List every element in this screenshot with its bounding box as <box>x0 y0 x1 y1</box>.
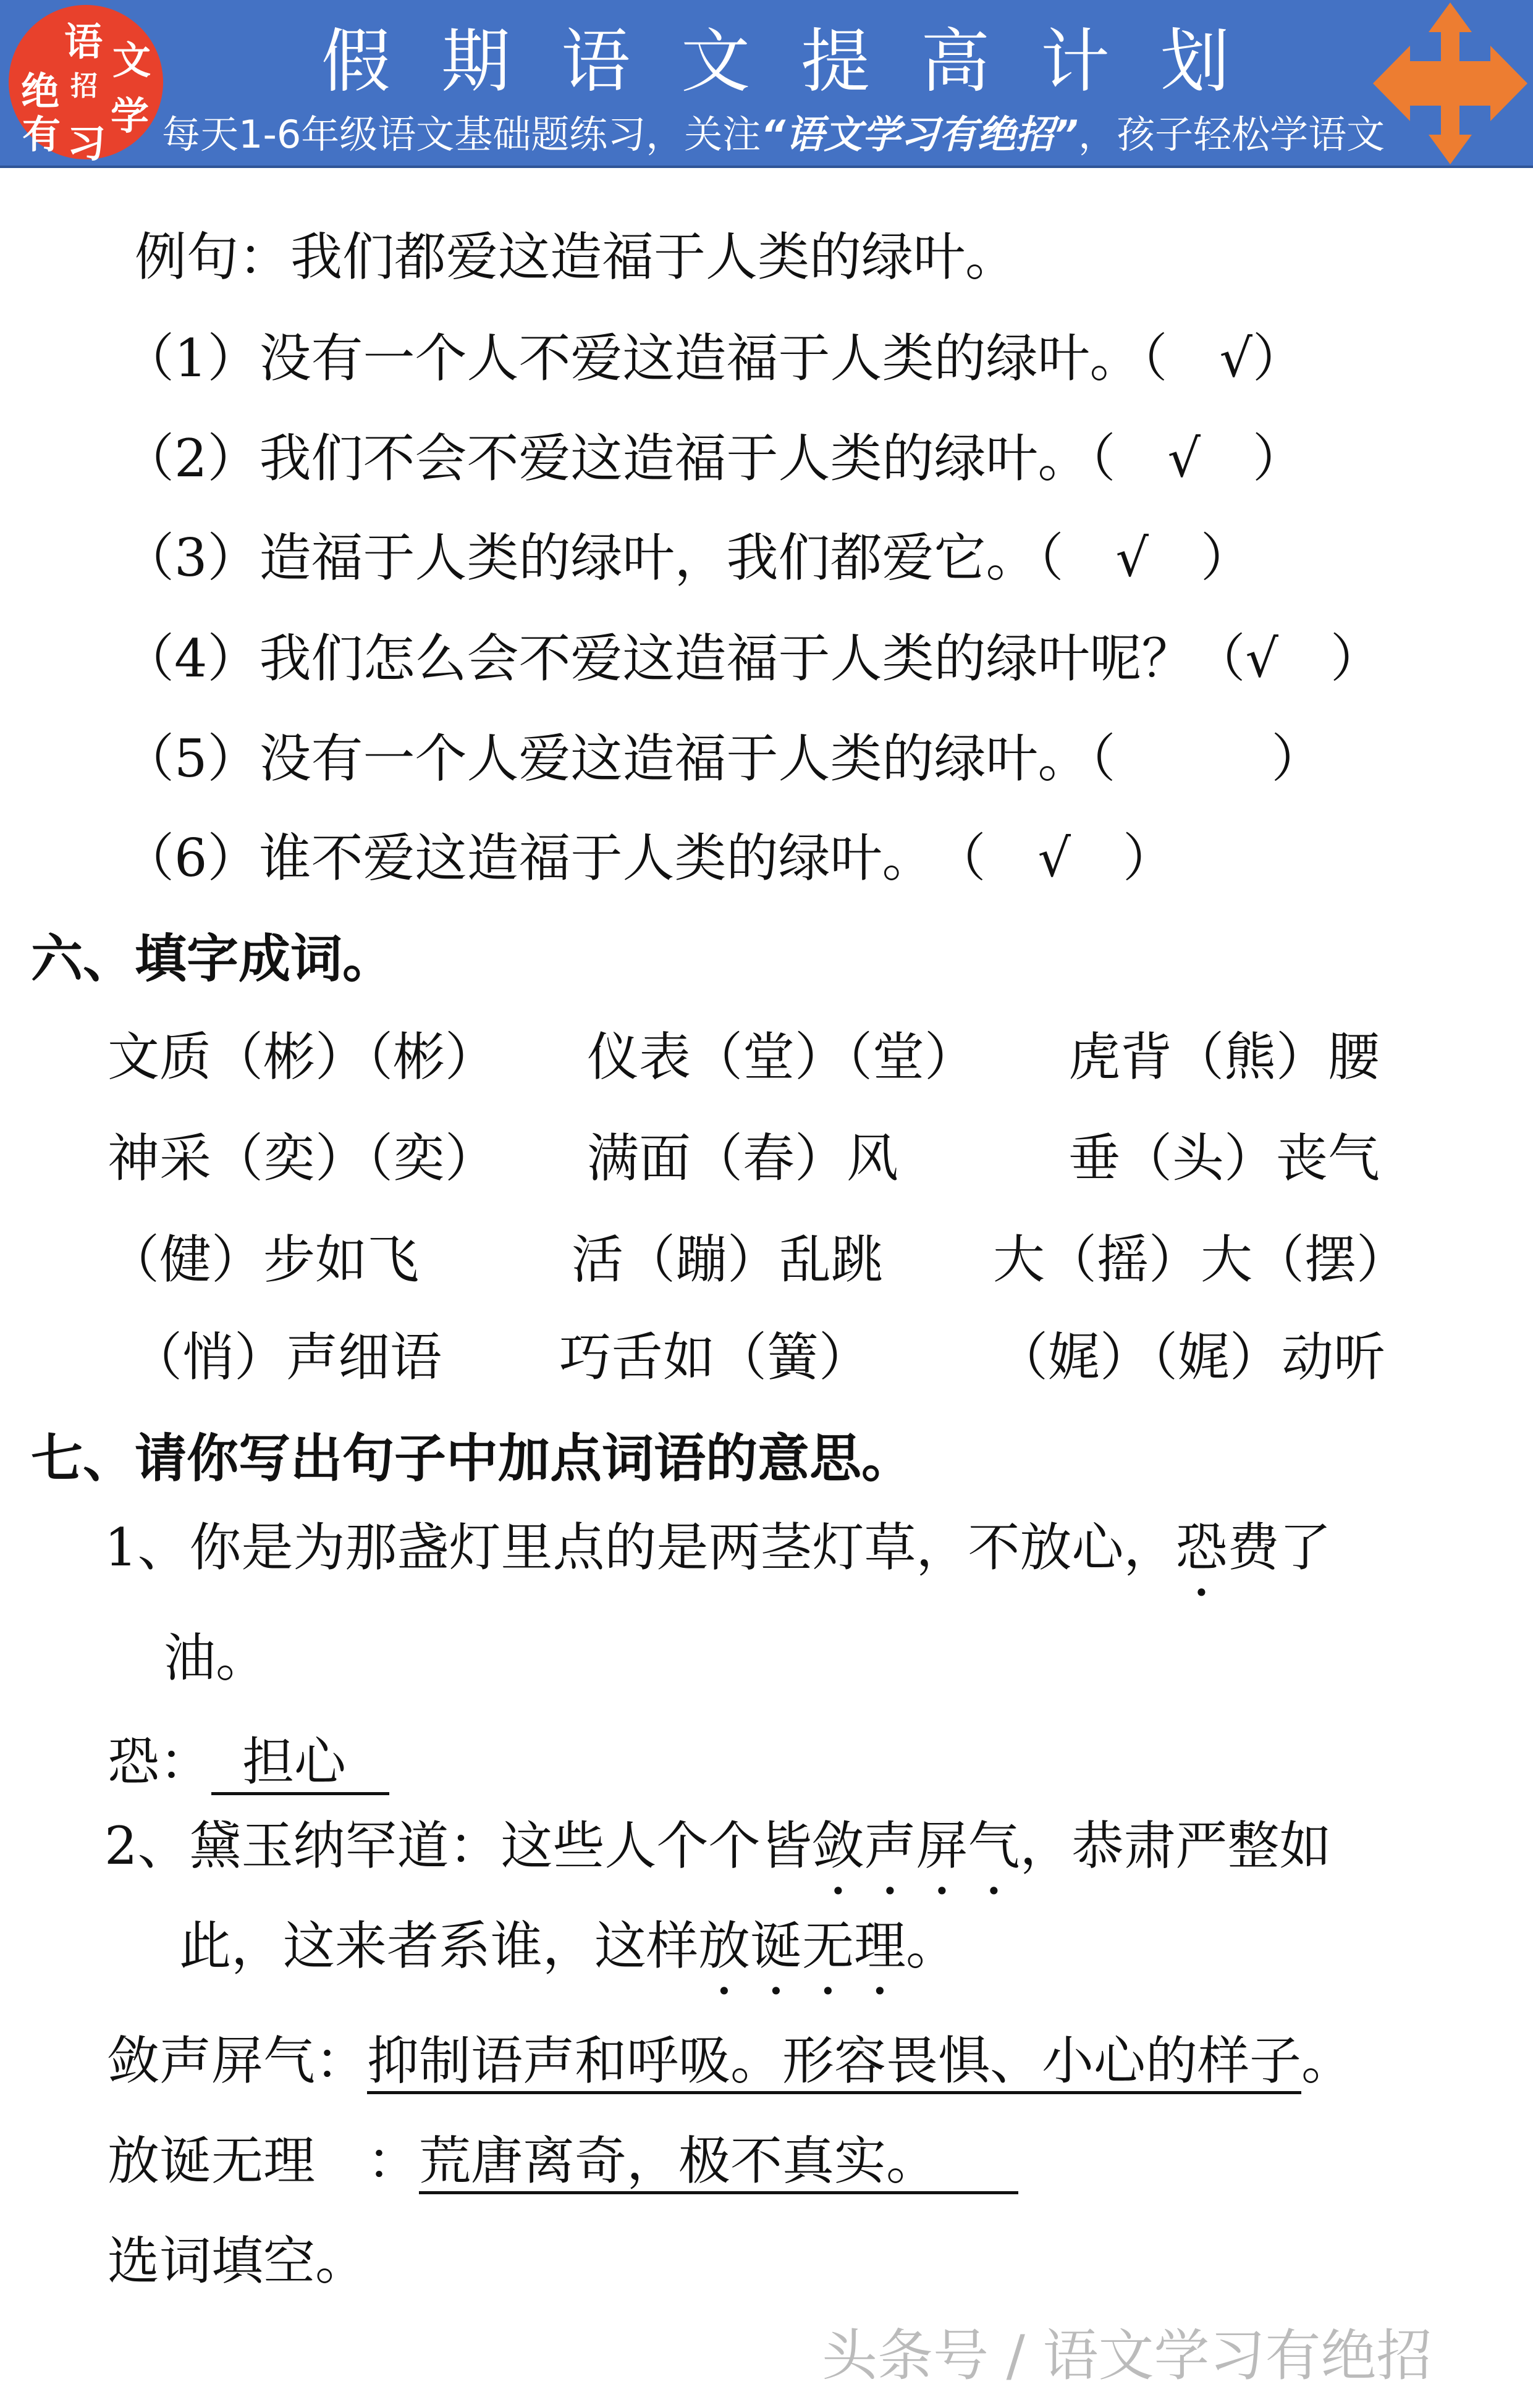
text: 。 <box>906 1916 958 1976</box>
word-item: 巧舌如（簧） <box>559 1327 871 1387</box>
answer-3 <box>108 2130 1018 2192</box>
word-item: 神采（奕）（奕） <box>108 1128 497 1189</box>
next-section-text: 选词填空。 <box>108 2231 368 2291</box>
answer-text: 抑制语声和呼吸。形容畏惧、小心的样子 <box>367 2031 1301 2094</box>
answer-label: 放诞无理 ： <box>108 2131 420 2191</box>
list-item: （2）我们不会不爱这造福于人类的绿叶。（ √ ） <box>122 428 1304 489</box>
list-item: （1）没有一个人不爱这造福于人类的绿叶。（ √） <box>122 328 1304 389</box>
logo-char: 绝 <box>21 69 60 114</box>
question-1 <box>104 1517 1331 1608</box>
text: 。 <box>1301 2031 1354 2091</box>
answer-2 <box>108 2030 1353 2092</box>
subtitle-text: 每天1-6年级语文基础题练习，关注 <box>162 112 761 157</box>
logo-char: 语 <box>64 19 103 64</box>
word-item: 仪表（堂）（堂） <box>587 1027 977 1087</box>
answer-1 <box>108 1731 389 1793</box>
dotted-word: 敛声屏气 <box>812 1816 1020 1876</box>
banner-header <box>0 0 1533 168</box>
answer-text: 荒唐离奇，极不真实。 <box>419 2131 1018 2194</box>
text: 费了 <box>1227 1517 1332 1578</box>
question-2 <box>104 1815 1331 1906</box>
banner-subtitle <box>162 104 1385 159</box>
logo-char: 学 <box>111 93 150 138</box>
section-heading: 七、请你写出句子中加点词语的意思。 <box>31 1428 914 1489</box>
answer-label: 敛声屏气： <box>108 2031 368 2091</box>
text: 此，这来者系谁，这样 <box>179 1916 699 1976</box>
text: 2、黛玉纳罕道：这些人个个皆 <box>104 1816 813 1876</box>
subtitle-text: ，孩子轻松学语文 <box>1078 112 1385 157</box>
word-item: 文质（彬）（彬） <box>108 1027 497 1087</box>
question-2-cont <box>179 1915 958 2006</box>
section-heading: 六、填字成词。 <box>31 928 395 989</box>
four-way-arrow-icon <box>1373 2 1527 164</box>
word-item: 垂（头）丧气 <box>1068 1128 1380 1189</box>
list-item: （3）造福于人类的绿叶，我们都爱它。（ √ ） <box>122 528 1252 588</box>
word-item: （健）步如飞 <box>108 1229 420 1290</box>
logo-char: 有 <box>22 112 61 157</box>
list-item: （5）没有一个人爱这造福于人类的绿叶。（ ） <box>122 728 1324 789</box>
word-item: 虎背（熊）腰 <box>1068 1027 1380 1087</box>
text: 1、你是为那盏灯里点的是两茎灯草，不放心， <box>104 1517 1176 1578</box>
word-item: 满面（春）风 <box>587 1128 899 1189</box>
banner-title: 假期语文提高计划 <box>321 22 1280 102</box>
word-item: （悄）声细语 <box>130 1327 442 1387</box>
dotted-word: 放诞无理 <box>698 1916 906 1976</box>
word-item: （娓）（娓）动听 <box>996 1327 1386 1387</box>
logo-char: 招 <box>70 70 98 102</box>
logo-char: 文 <box>112 38 151 83</box>
text: ，恭肃严整如 <box>1020 1816 1332 1876</box>
logo-char: 习 <box>67 121 106 166</box>
question-1-cont: 油。 <box>164 1628 268 1688</box>
dotted-word: 恐 <box>1175 1517 1228 1578</box>
watermark: 头条号 / 语文学习有绝招 <box>822 2323 1432 2388</box>
answer-label: 恐： <box>108 1732 212 1792</box>
example-sentence: 例句：我们都爱这造福于人类的绿叶。 <box>135 227 1018 287</box>
list-item: （6）谁不爱这造福于人类的绿叶。 （ √ ） <box>122 828 1175 888</box>
word-item: 活（蹦）乱跳 <box>572 1229 884 1290</box>
logo <box>9 5 163 166</box>
answer-text: 担心 <box>211 1732 389 1795</box>
subtitle-brand: “语文学习有绝招” <box>761 112 1079 157</box>
list-item: （4）我们怎么会不爱这造福于人类的绿叶呢？（√ ） <box>122 628 1382 689</box>
word-item: 大（摇）大（摆） <box>993 1229 1409 1290</box>
